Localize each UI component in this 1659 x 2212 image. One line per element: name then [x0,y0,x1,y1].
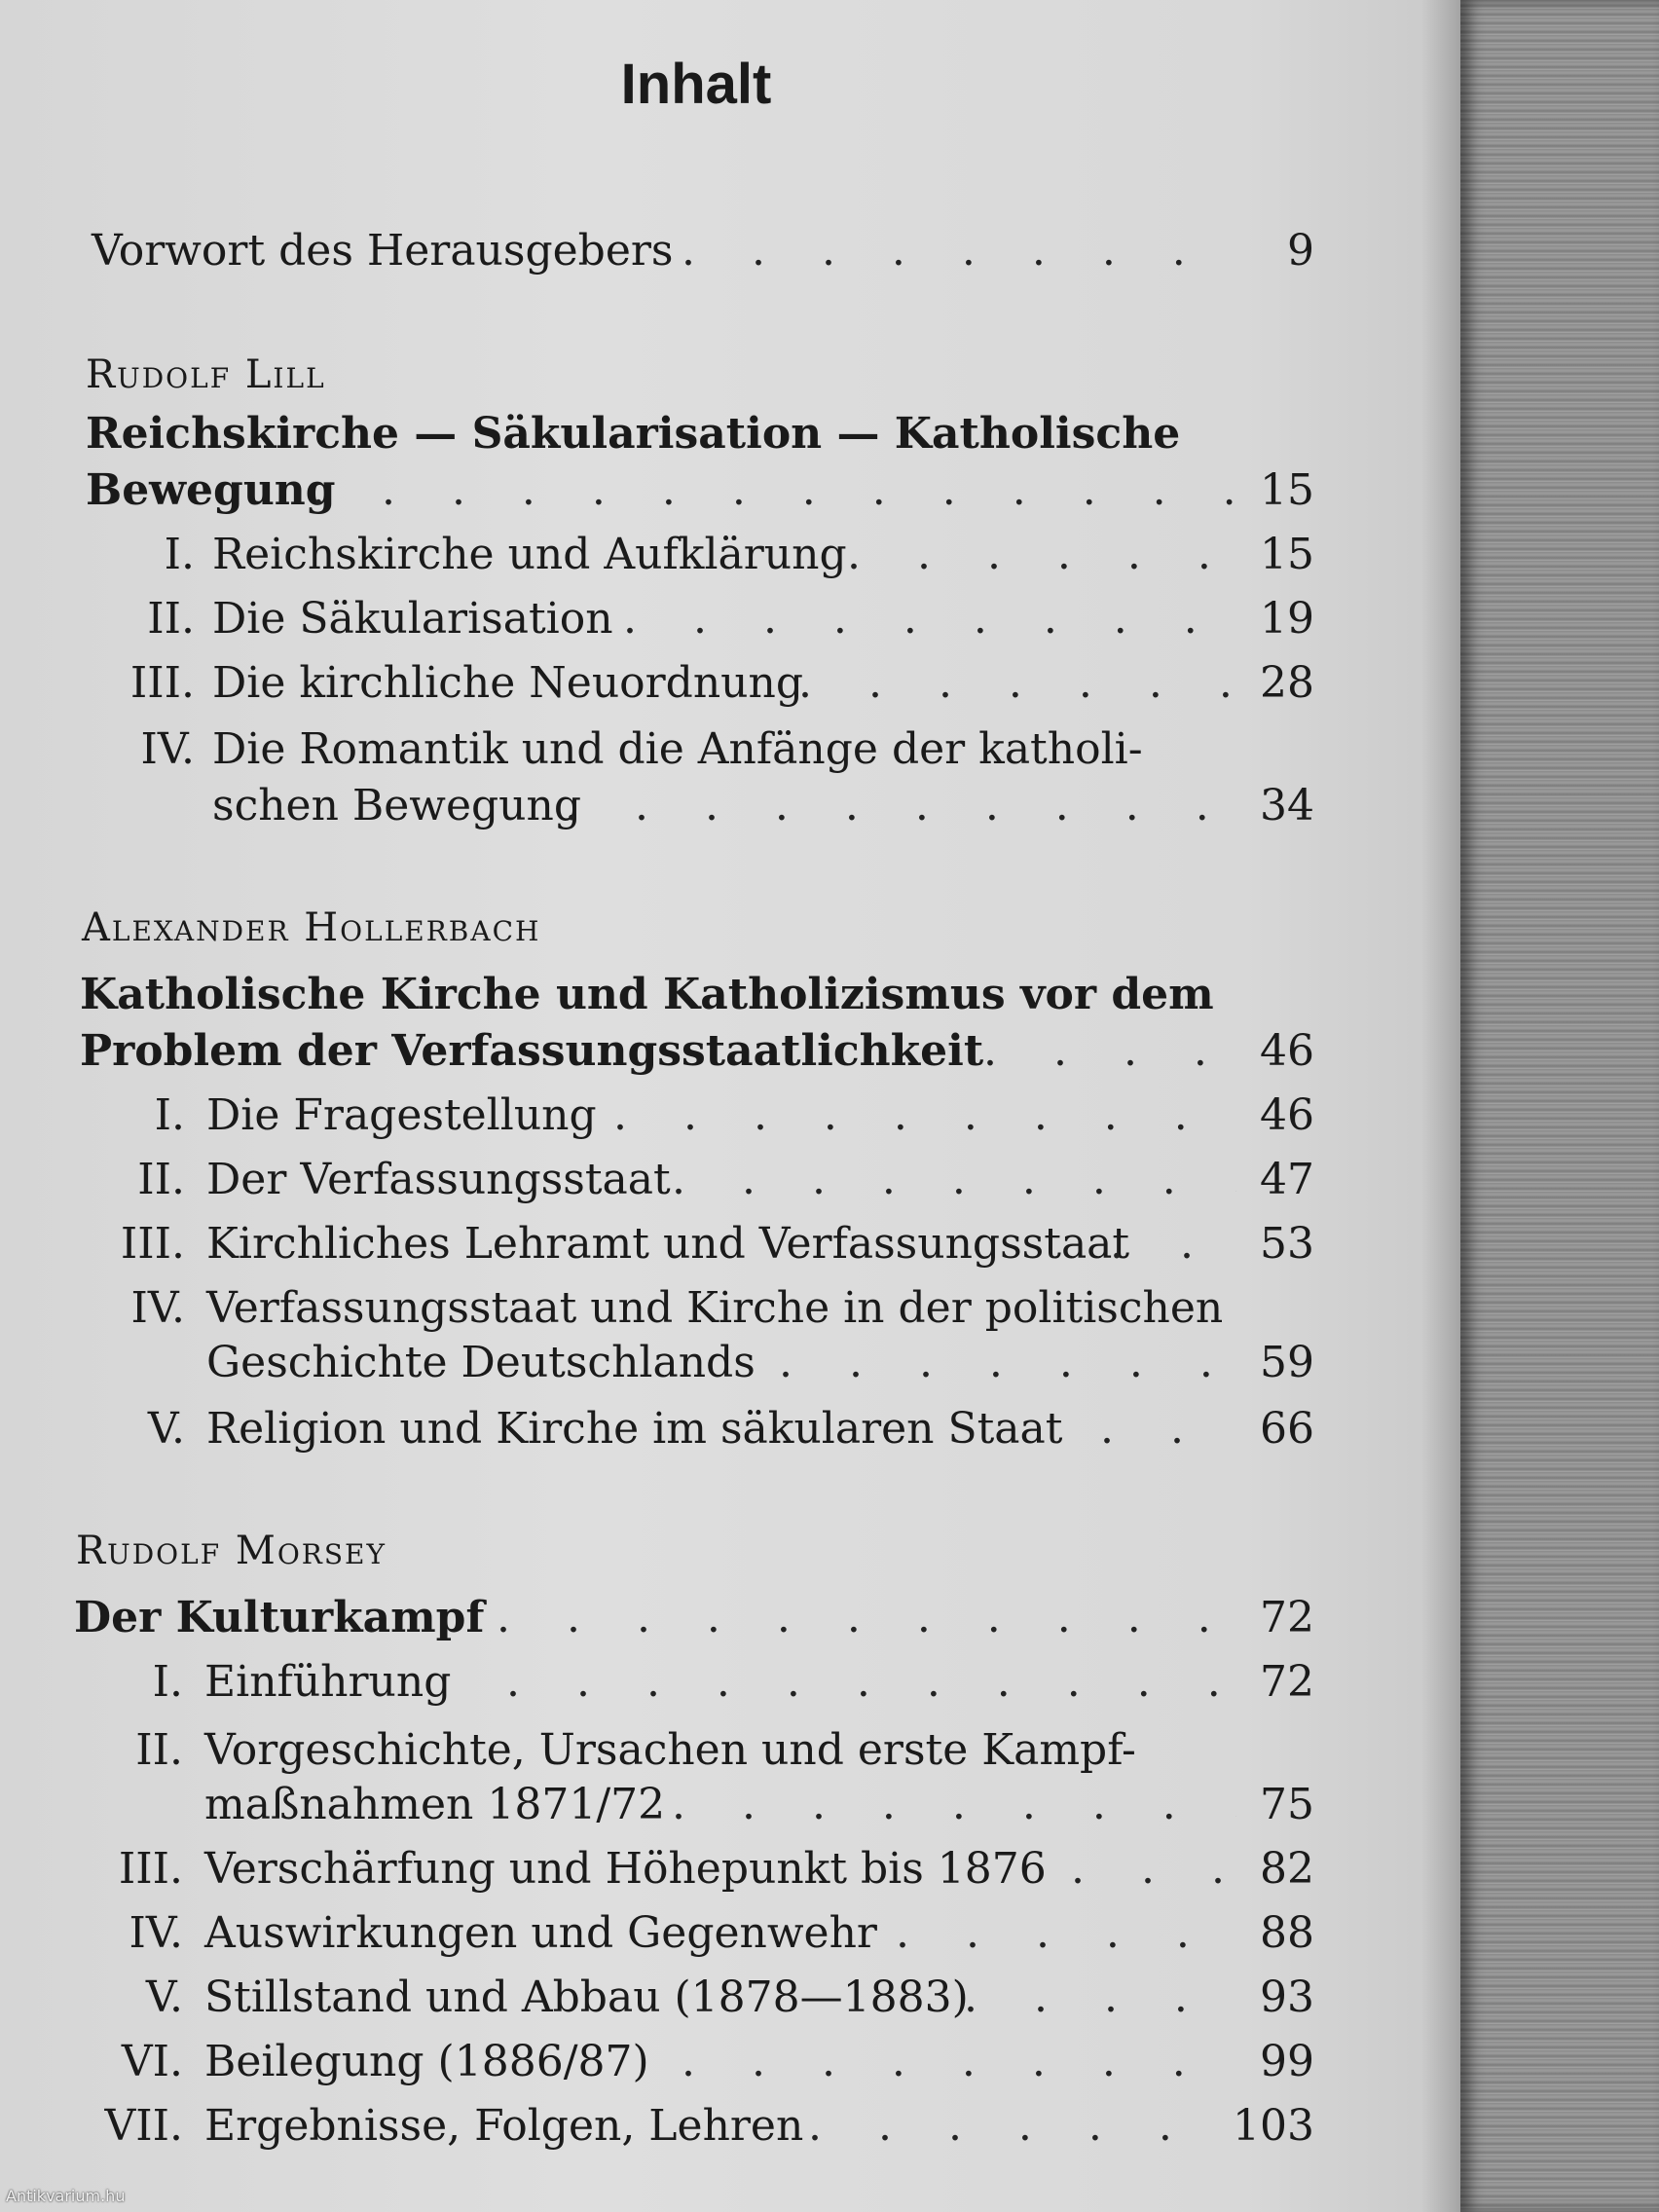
toc-entry [0,1842,1363,1897]
entry-number: III. [120,1219,185,1269]
toc-entry-cont [0,1778,1363,1832]
page-title: Inhalt [620,53,772,116]
leader-dots [1071,1842,1236,1897]
leader-dots [1110,1217,1236,1272]
toc-entry [0,1281,1363,1336]
page-number: 88 [1260,1908,1314,1958]
chapter-heading-cont: Bewegung [86,465,336,515]
page-number: 15 [1260,530,1314,579]
toc-entry-text: Einführung [204,1657,452,1707]
leader-dots [613,1088,1236,1143]
entry-number: III. [118,1844,183,1894]
page-number: 59 [1260,1338,1314,1387]
leader-dots [779,1336,1236,1390]
toc-entry [0,1971,1363,2025]
toc-entry [0,1655,1363,1710]
leader-dots [682,2035,1236,2089]
toc-entry-vorwort [0,224,1363,278]
toc-entry-text: Die Fragestellung [206,1090,597,1140]
entry-number: II. [135,1725,183,1775]
toc-entry-text: Vorgeschichte, Ursachen und erste Kampf- [204,1725,1136,1775]
leader-dots [497,1591,1236,1645]
page-number: 15 [1260,465,1314,515]
entry-number: IV. [140,724,195,774]
page-number: 82 [1260,1844,1314,1894]
author-name: Rudolf Morsey [76,1529,387,1573]
entry-number: I. [152,1657,183,1707]
toc-entry [0,1402,1363,1456]
page-number: 46 [1260,1026,1314,1076]
toc-entry-text: Religion und Kirche im säkularen Staat [206,1404,1063,1454]
chapter-heading-line [0,463,1363,518]
toc-entry [0,1153,1363,1207]
toc-entry-text: Stillstand und Abbau (1878—1883) [204,1972,969,2022]
leader-dots [506,1655,1236,1710]
toc-entry-text: Ergebnisse, Folgen, Lehren [204,2101,804,2151]
leader-dots [896,1906,1236,1961]
leader-dots [312,463,1236,518]
entry-number: V. [145,1972,183,2022]
entry-number: IV. [129,1908,183,1958]
entry-number: VII. [104,2101,183,2151]
page-number: 66 [1260,1404,1314,1454]
toc-entry [0,592,1363,646]
leader-dots [565,779,1236,833]
entry-number: II. [147,594,195,644]
page-number: 93 [1260,1972,1314,2022]
page-number: 47 [1260,1155,1314,1204]
chapter-heading-line [0,1024,1363,1079]
entry-number: VI. [121,2037,183,2086]
toc-entry [0,528,1363,582]
entry-number: IV. [130,1283,185,1333]
book-edge [1460,0,1659,2212]
leader-dots [1100,1402,1236,1456]
leader-dots [808,2099,1217,2154]
leader-dots [983,1024,1236,1079]
leader-dots [798,656,1236,711]
page-number: 34 [1260,781,1314,830]
toc-entry [0,656,1363,711]
page-number: 72 [1260,1657,1314,1707]
leader-dots [682,224,1236,278]
toc-entry-text: Die kirchliche Neuordnung [212,658,804,708]
toc-entry [0,722,1363,777]
page-number: 99 [1260,2037,1314,2086]
toc-entry-text: Der Verfassungsstaat [206,1155,671,1204]
toc-entry-text: Die Romantik und die Anfänge der katholi- [212,724,1143,774]
toc-entry-text: Die Säkularisation [212,594,613,644]
toc-entry [0,1723,1363,1778]
toc-entry-text: Geschichte Deutschlands [206,1338,756,1387]
page-number: 103 [1233,2101,1314,2151]
entry-number: III. [129,658,195,708]
toc-entry [0,1906,1363,1961]
toc-entry-cont [0,1336,1363,1390]
toc-entry [0,2099,1363,2154]
page-number: 19 [1260,594,1314,644]
page-number: 75 [1260,1780,1314,1829]
entry-number: I. [154,1090,185,1140]
leader-dots [964,1971,1236,2025]
page-number: 72 [1260,1593,1314,1642]
toc-entry-text: Vorwort des Herausgebers [92,226,674,276]
chapter-heading-cont: Problem der Verfassungsstaatlichkeit [80,1026,984,1076]
toc-entry-text: Auswirkungen und Gegenwehr [204,1908,877,1958]
entry-number: V. [147,1404,185,1454]
entry-number: II. [137,1155,185,1204]
leader-dots [672,1778,1236,1832]
toc-entry-text: Verfassungsstaat und Kirche in der politischen [206,1283,1224,1333]
toc-entry [0,2035,1363,2089]
watermark: Antikvarium.hu [6,2187,126,2205]
page-number: 28 [1260,658,1314,708]
toc-entry [0,1088,1363,1143]
leader-dots [847,528,1236,582]
leader-dots [623,592,1236,646]
entry-number: I. [164,530,195,579]
author-name: Rudolf Lill [86,352,326,397]
page-number: 53 [1260,1219,1314,1269]
toc-entry-text: Verschärfung und Höhepunkt bis 1876 [204,1844,1047,1894]
chapter-heading-line [0,1591,1363,1645]
toc-entry-text: schen Bewegung [212,781,582,830]
chapter-heading: Reichskirche — Säkularisation — Katholische [86,409,1181,459]
author-name: Alexander Hollerbach [82,905,541,950]
toc-entry-text: Beilegung (1886/87) [204,2037,649,2086]
toc-entry-text: maßnahmen 1871/72 [204,1780,666,1829]
page-number: 46 [1260,1090,1314,1140]
toc-entry [0,1217,1363,1272]
page-shadow [1421,0,1460,2212]
toc-entry-text: Kirchliches Lehramt und Verfassungsstaat [206,1219,1130,1269]
leader-dots [672,1153,1236,1207]
toc-entry-cont [0,779,1363,833]
chapter-heading: Katholische Kirche und Katholizismus vor dem [80,970,1214,1019]
chapter-heading: Der Kulturkampf [74,1593,485,1642]
toc-entry-text: Reichskirche und Aufklärung [212,530,847,579]
page-number: 9 [1287,226,1314,276]
